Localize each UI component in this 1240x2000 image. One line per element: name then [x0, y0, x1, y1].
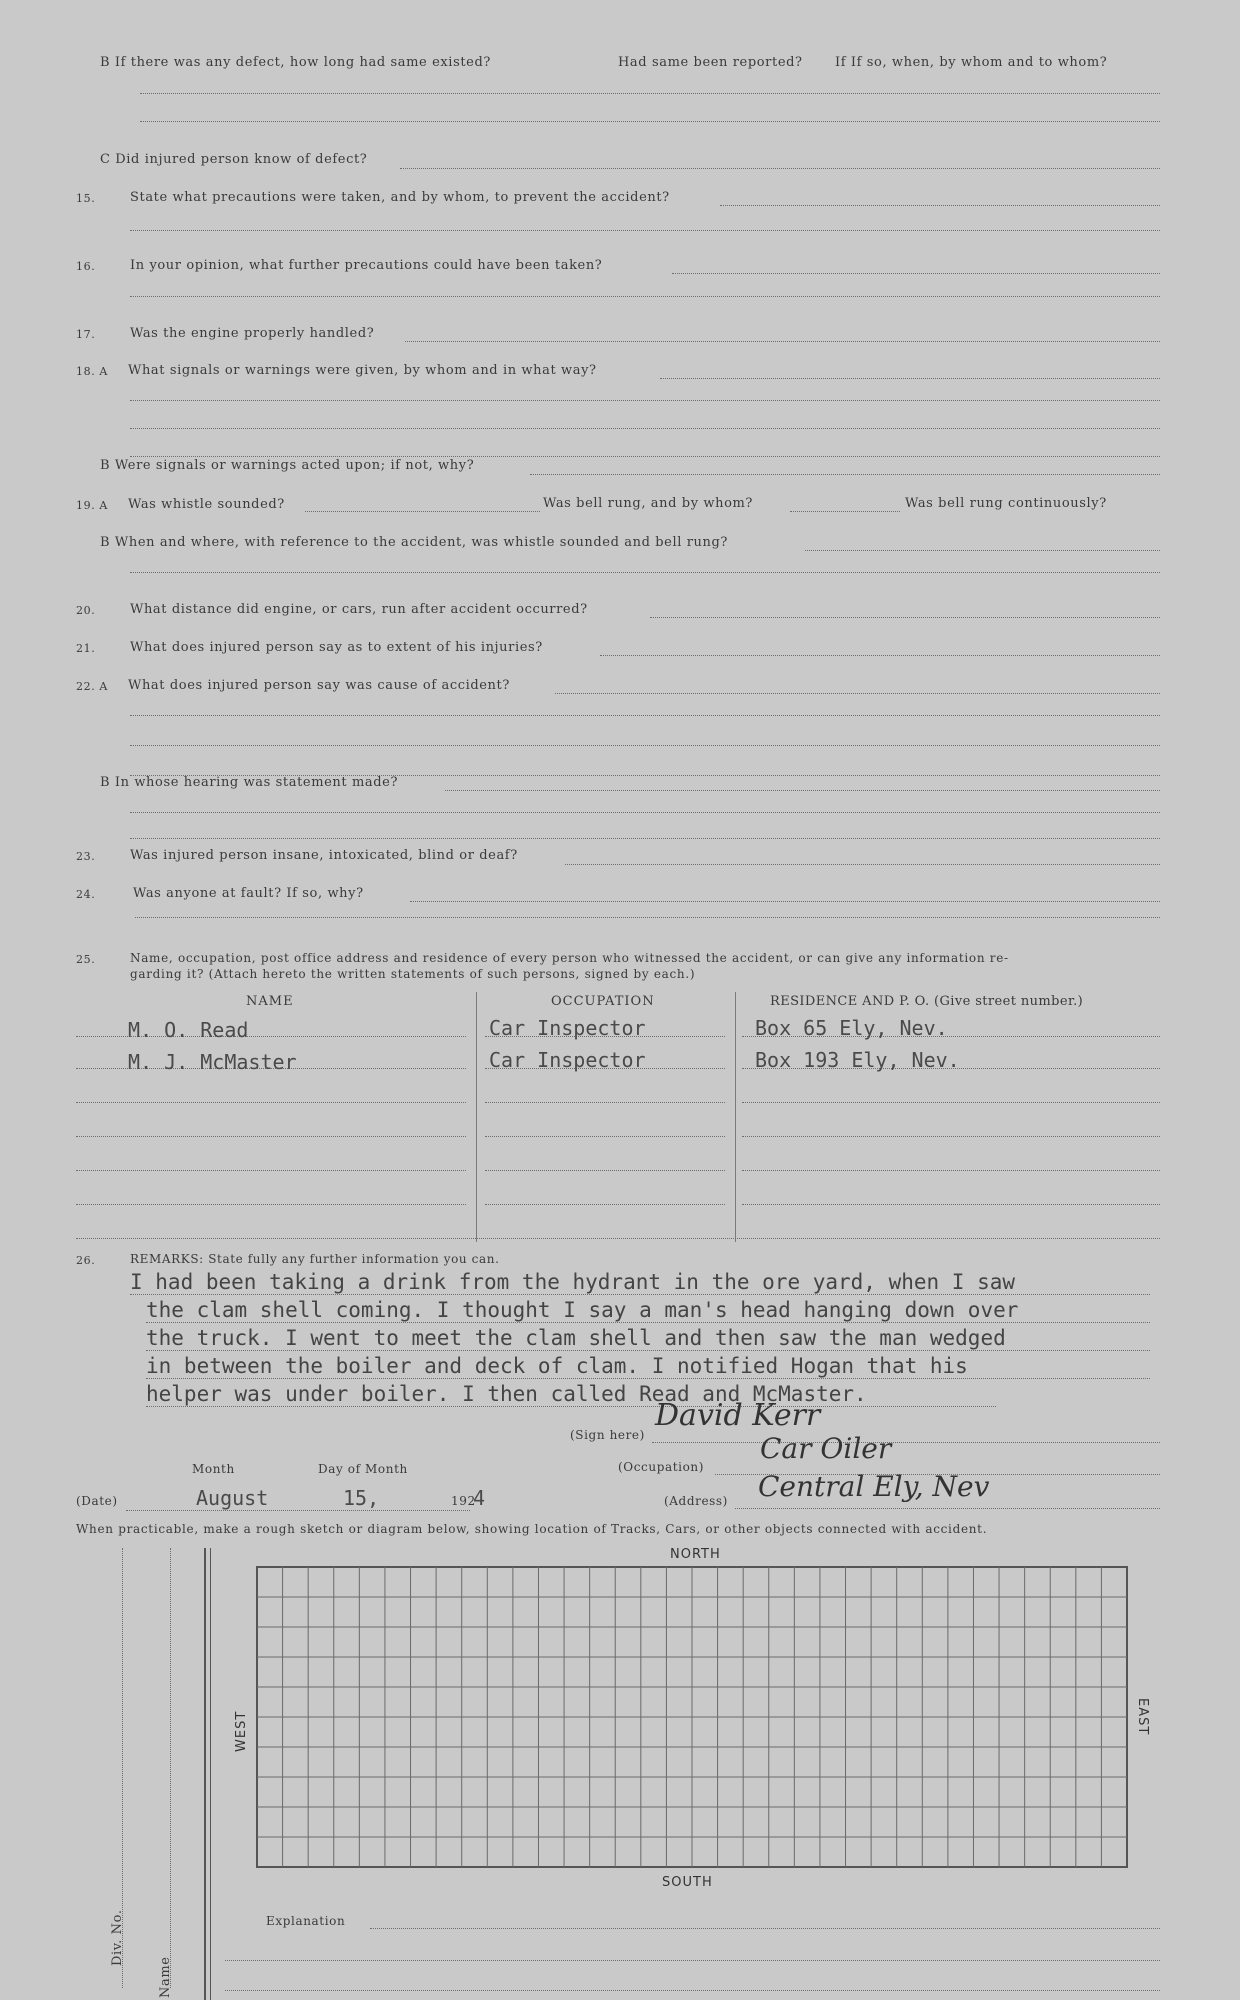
div-no-label: Div. No.	[110, 1909, 125, 1966]
table-row-line	[742, 1136, 1160, 1137]
column-divider	[476, 992, 477, 1242]
q18a-text: What signals or warnings were given, by whom and in what way?	[128, 363, 597, 378]
answer-line[interactable]	[135, 917, 1160, 918]
explanation-line[interactable]	[225, 1960, 1160, 1961]
q14c-text: C Did injured person know of defect?	[100, 152, 368, 167]
q19a-text: Was whistle sounded?	[128, 497, 285, 512]
remarks-number: 26.	[76, 1254, 96, 1267]
signature-line[interactable]	[652, 1442, 1160, 1443]
date-year-suffix: 4	[473, 1486, 486, 1510]
address-label: (Address)	[664, 1494, 728, 1508]
q20-number: 20.	[76, 604, 96, 617]
margin-rule	[204, 1548, 206, 2000]
margin-rule	[210, 1548, 211, 2000]
answer-line[interactable]	[405, 341, 1160, 342]
remarks-line-5: helper was under boiler. I then called Read and McMaster.	[146, 1382, 996, 1407]
q17-text: Was the engine properly handled?	[130, 326, 375, 341]
q18-number: 18. A	[76, 365, 108, 378]
q22-number: 22. A	[76, 680, 108, 693]
q21-number: 21.	[76, 642, 96, 655]
q24-text: Was anyone at fault? If so, why?	[133, 886, 364, 901]
date-label: (Date)	[76, 1494, 118, 1508]
q18b-text: B Were signals or warnings acted upon; if not, why?	[100, 458, 475, 473]
q19-number: 19. A	[76, 499, 108, 512]
answer-line[interactable]	[555, 693, 1160, 694]
witness-2-residence: Box 193 Ely, Nev.	[755, 1048, 960, 1072]
name-margin-label: Name	[158, 1956, 173, 1998]
date-line[interactable]	[126, 1510, 470, 1511]
address-handwritten: Central Ely, Nev	[758, 1470, 990, 1503]
remarks-line-4: in between the boiler and deck of clam. I notified Hogan that his	[146, 1354, 1150, 1379]
table-row-line	[76, 1238, 1160, 1239]
answer-line[interactable]	[410, 901, 1160, 902]
answer-line[interactable]	[130, 715, 1160, 716]
remarks-line-3: the truck. I went to meet the clam shell and then saw the man wedged	[146, 1326, 1150, 1351]
q16-number: 16.	[76, 260, 96, 273]
table-row-line	[485, 1136, 725, 1137]
q25-text-line1: Name, occupation, post office address and residence of every person who witnessed the accident, or can give any information re-	[130, 951, 1009, 965]
south-label: SOUTH	[662, 1875, 713, 1890]
witness-1-occupation: Car Inspector	[489, 1016, 646, 1040]
q19b-text: B When and where, with reference to the accident, was whistle sounded and bell rung?	[100, 535, 728, 550]
q19a-bell-text: Was bell rung, and by whom?	[543, 496, 753, 511]
q14b-reported-text: Had same been reported?	[618, 55, 803, 70]
answer-line[interactable]	[400, 168, 1160, 169]
answer-line[interactable]	[130, 456, 1160, 457]
answer-line[interactable]	[565, 864, 1160, 865]
date-day: 15,	[343, 1486, 380, 1510]
table-row-line	[76, 1204, 466, 1205]
q15-text: State what precautions were taken, and by whom, to prevent the accident?	[130, 190, 670, 205]
table-row-line	[742, 1102, 1160, 1103]
witness-2-occupation: Car Inspector	[489, 1048, 646, 1072]
answer-line[interactable]	[140, 93, 1160, 94]
explanation-label: Explanation	[266, 1914, 346, 1928]
answer-line[interactable]	[130, 400, 1160, 401]
answer-line[interactable]	[790, 511, 900, 512]
q16-text: In your opinion, what further precautions could have been taken?	[130, 258, 603, 273]
remarks-line-2: the clam shell coming. I thought I say a man's head hanging down over	[146, 1298, 1150, 1323]
answer-line[interactable]	[660, 378, 1160, 379]
table-row-line	[485, 1204, 725, 1205]
witness-1-name: M. O. Read	[128, 1018, 249, 1042]
column-header-name: NAME	[246, 994, 294, 1009]
answer-line[interactable]	[130, 296, 1160, 297]
column-header-occupation: OCCUPATION	[551, 994, 655, 1009]
table-row-line	[742, 1170, 1160, 1171]
sketch-grid[interactable]	[256, 1566, 1128, 1868]
column-header-residence: RESIDENCE AND P. O. (Give street number.)	[770, 994, 1084, 1009]
answer-line[interactable]	[130, 230, 1160, 231]
occupation-handwritten: Car Oiler	[760, 1432, 892, 1465]
q22a-text: What does injured person say was cause of accident?	[128, 678, 510, 693]
answer-line[interactable]	[130, 838, 1160, 839]
table-row-line	[76, 1102, 466, 1103]
answer-line[interactable]	[130, 428, 1160, 429]
date-year-prefix: 192	[451, 1494, 476, 1508]
answer-line[interactable]	[305, 511, 540, 512]
table-row-line	[742, 1204, 1160, 1205]
q23-number: 23.	[76, 850, 96, 863]
name-line[interactable]	[170, 1548, 171, 1988]
witness-1-residence: Box 65 Ely, Nev.	[755, 1016, 948, 1040]
q17-number: 17.	[76, 328, 96, 341]
sketch-instruction: When practicable, make a rough sketch or diagram below, showing location of Tracks, Cars, or other objects connected with accident.	[76, 1522, 988, 1536]
q20-text: What distance did engine, or cars, run after accident occurred?	[130, 602, 588, 617]
east-label: EAST	[1135, 1698, 1150, 1736]
q25-number: 25.	[76, 953, 96, 966]
answer-line[interactable]	[530, 474, 1160, 475]
q14b-ifso-text: If If so, when, by whom and to whom?	[835, 55, 1108, 70]
occupation-label: (Occupation)	[618, 1460, 705, 1474]
answer-line[interactable]	[720, 205, 1160, 206]
q15-number: 15.	[76, 192, 96, 205]
answer-line[interactable]	[650, 617, 1160, 618]
answer-line[interactable]	[130, 745, 1160, 746]
answer-line[interactable]	[600, 655, 1160, 656]
answer-line[interactable]	[445, 790, 1160, 791]
explanation-line[interactable]	[225, 1990, 1160, 1991]
q22b-text: B In whose hearing was statement made?	[100, 775, 399, 790]
answer-line[interactable]	[140, 121, 1160, 122]
table-row-line	[485, 1170, 725, 1171]
remarks-label: REMARKS: State fully any further information you can.	[130, 1252, 500, 1266]
table-row-line	[485, 1102, 725, 1103]
column-divider	[735, 992, 736, 1242]
month-label: Month	[192, 1462, 235, 1476]
q14b-text: B If there was any defect, how long had same existed?	[100, 55, 491, 70]
table-row-line	[76, 1170, 466, 1171]
q24-number: 24.	[76, 888, 96, 901]
remarks-line-1: I had been taking a drink from the hydrant in the ore yard, when I saw	[130, 1270, 1150, 1295]
answer-line[interactable]	[130, 572, 1160, 573]
signature: David Kerr	[655, 1398, 821, 1433]
address-line[interactable]	[735, 1508, 1160, 1509]
q25-text-line2: garding it? (Attach hereto the written statements of such persons, signed by each.)	[130, 967, 696, 981]
table-row-line	[76, 1136, 466, 1137]
sign-here-label: (Sign here)	[570, 1428, 645, 1442]
q21-text: What does injured person say as to extent of his injuries?	[130, 640, 543, 655]
answer-line[interactable]	[672, 273, 1160, 274]
q23-text: Was injured person insane, intoxicated, blind or deaf?	[130, 848, 518, 863]
west-label: WEST	[234, 1710, 249, 1752]
north-label: NORTH	[670, 1547, 721, 1562]
explanation-line[interactable]	[370, 1928, 1160, 1929]
witness-2-name: M. J. McMaster	[128, 1050, 297, 1074]
day-label: Day of Month	[318, 1462, 408, 1476]
answer-line[interactable]	[130, 812, 1160, 813]
q19a-cont-text: Was bell rung continuously?	[905, 496, 1107, 511]
date-month: August	[196, 1486, 269, 1510]
answer-line[interactable]	[805, 550, 1160, 551]
